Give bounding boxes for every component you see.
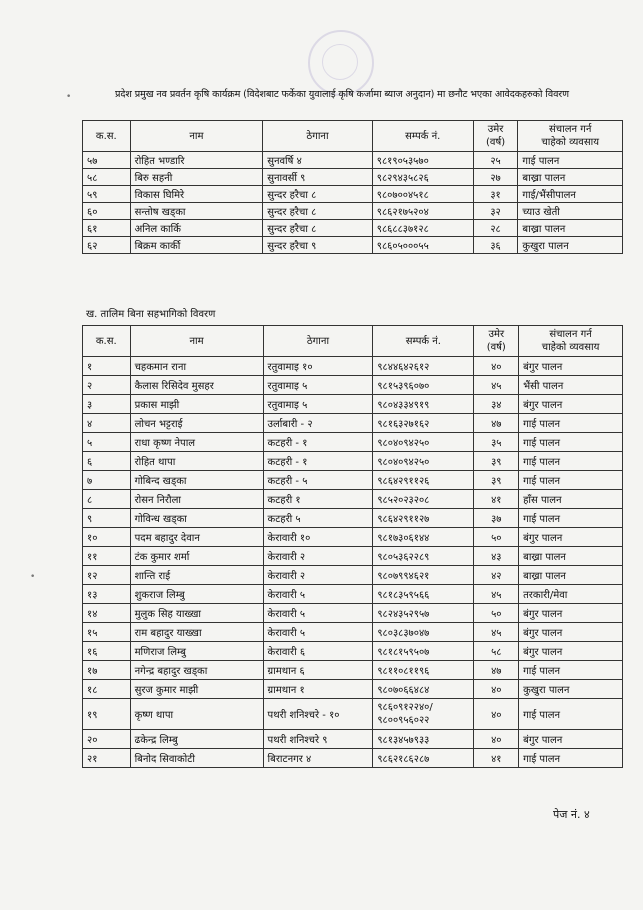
cell-address: सुन्दर हरैचा ८ <box>263 220 373 237</box>
cell-phone: ९८११०८११९६ <box>373 661 474 680</box>
cell-age: ३७ <box>474 509 519 528</box>
cell-age: ४० <box>474 680 519 699</box>
cell-business: गाई पालन <box>519 509 623 528</box>
cell-business: गाई पालन <box>519 661 623 680</box>
cell-sn: २० <box>83 730 131 749</box>
col-address: ठेगाना <box>263 121 373 152</box>
table-row <box>83 680 623 699</box>
cell-sn: १ <box>83 357 131 376</box>
col-business: संचालन गर्न चाहेको व्यवसाय <box>518 121 623 152</box>
cell-business: गाई पालन <box>519 749 623 768</box>
cell-business: हाँस पालन <box>519 490 623 509</box>
cell-phone: ९८१८१५९५०७ <box>373 642 474 661</box>
cell-address: कटहरी १ <box>263 490 373 509</box>
cell-name: बिक्रम कार्की <box>130 237 263 254</box>
cell-phone: ९८१९०५३५७० <box>372 152 473 169</box>
table-row <box>83 169 623 186</box>
cell-age: ४५ <box>474 585 519 604</box>
cell-phone: ९८०७००४५१८ <box>372 186 473 203</box>
section-b-title: ख. तालिम बिना सहभागिको विवरण <box>86 309 216 320</box>
cell-age: ४१ <box>474 749 519 768</box>
cell-business: गाई पालन <box>519 471 623 490</box>
cell-name: चहकमान राना <box>130 357 263 376</box>
col-name: नाम <box>130 326 263 357</box>
cell-address: कटहरी ५ <box>263 509 373 528</box>
cell-phone: ९८६०५०००५५ <box>372 237 473 254</box>
cell-address: सुन्दर हरैचा ८ <box>263 203 373 220</box>
margin-dot: • <box>66 92 72 102</box>
cell-address: पथरी शनिश्चरे ९ <box>263 730 373 749</box>
cell-business: गाई पालन <box>519 699 623 730</box>
cell-name: राम बहादुर याख्खा <box>130 623 263 642</box>
table-row <box>83 749 623 768</box>
col-age: उमेर (वर्ष) <box>474 326 519 357</box>
cell-sn: १९ <box>83 699 131 730</box>
table-row <box>83 186 623 203</box>
cell-business: भैंसी पालन <box>519 376 623 395</box>
cell-phone: ९८०३८३७०४७ <box>373 623 474 642</box>
cell-phone: ९८१५३९६०७० <box>373 376 474 395</box>
cell-business: बंगुर पालन <box>519 357 623 376</box>
cell-age: २८ <box>473 220 518 237</box>
cell-phone: ९८१६३२७१६२ <box>373 414 474 433</box>
cell-phone: ९८२९४३५८२६ <box>372 169 473 186</box>
cell-address: केरावारी ६ <box>263 642 373 661</box>
cell-name: रोहित थापा <box>130 452 263 471</box>
table-row <box>83 661 623 680</box>
cell-address: ग्रामथान ६ <box>263 661 373 680</box>
table-row <box>83 433 623 452</box>
cell-sn: १५ <box>83 623 131 642</box>
cell-phone: ९८०७९९४६२१ <box>373 566 474 585</box>
table-row <box>83 471 623 490</box>
cell-phone: ९८५२०२३२०८ <box>373 490 474 509</box>
cell-name: शान्ति राई <box>130 566 263 585</box>
cell-age: ३९ <box>474 452 519 471</box>
cell-sn: ६१ <box>83 220 131 237</box>
cell-business: गाई पालन <box>519 414 623 433</box>
cell-sn: ५ <box>83 433 131 452</box>
table-row <box>83 357 623 376</box>
cell-sn: १८ <box>83 680 131 699</box>
cell-name: रोहित भण्डारि <box>130 152 263 169</box>
cell-address: सुन्दर हरैचा ८ <box>263 186 373 203</box>
col-address: ठेगाना <box>263 326 373 357</box>
cell-name: सुरज कुमार माझी <box>130 680 263 699</box>
cell-business: बंगुर पालन <box>519 623 623 642</box>
cell-sn: १३ <box>83 585 131 604</box>
cell-name: पदम बहादुर देवान <box>130 528 263 547</box>
cell-sn: ६ <box>83 452 131 471</box>
col-business: संचालन गर्न चाहेको व्यवसाय <box>519 326 623 357</box>
cell-address: बिराटनगर ४ <box>263 749 373 768</box>
cell-sn: २१ <box>83 749 131 768</box>
cell-business: गाई पालन <box>519 433 623 452</box>
document-heading: प्रदेश प्रमुख नव प्रवर्तन कृषि कार्यक्रम (विदेशबाट फर्केका युवालाई कृषि कर्जामा ब्याज अनुदान) मा छनौट भएका आवेदकहरुको विवरण <box>115 89 569 100</box>
col-phone: सम्पर्क नं. <box>372 121 473 152</box>
table-row <box>83 452 623 471</box>
table-row <box>83 547 623 566</box>
cell-age: ४२ <box>474 566 519 585</box>
table-row <box>83 585 623 604</box>
cell-address: उर्लाबारी - २ <box>263 414 373 433</box>
untrained-participants-table <box>82 325 623 768</box>
cell-name: रोसन निरौला <box>130 490 263 509</box>
col-age: उमेर (वर्ष) <box>473 121 518 152</box>
cell-phone: ९८४४६४२६१२ <box>373 357 474 376</box>
cell-phone: ९८६४२९११२६ <box>373 471 474 490</box>
cell-sn: ८ <box>83 490 131 509</box>
cell-sn: ५९ <box>83 186 131 203</box>
cell-name: गोविन्ध खड्का <box>130 509 263 528</box>
cell-address: केरावारी ५ <box>263 604 373 623</box>
cell-age: ४० <box>474 730 519 749</box>
cell-business: बंगुर पालन <box>519 528 623 547</box>
cell-phone: ९८६२१७५२०४ <box>372 203 473 220</box>
cell-age: ३१ <box>473 186 518 203</box>
cell-business: बाख्रा पालन <box>519 566 623 585</box>
cell-sn: ५७ <box>83 152 131 169</box>
cell-name: सन्तोष खड्का <box>130 203 263 220</box>
cell-age: ४३ <box>474 547 519 566</box>
cell-age: ५८ <box>474 642 519 661</box>
cell-age: ३२ <box>473 203 518 220</box>
cell-sn: १६ <box>83 642 131 661</box>
cell-sn: ६० <box>83 203 131 220</box>
cell-phone: ९८६२१८६२८७ <box>373 749 474 768</box>
table-row <box>83 699 623 730</box>
cell-business: कुखुरा पालन <box>518 237 623 254</box>
cell-business: बंगुर पालन <box>519 604 623 623</box>
cell-address: कटहरी - १ <box>263 433 373 452</box>
cell-name: बिनोद सिवाकोटी <box>130 749 263 768</box>
table-row <box>83 395 623 414</box>
cell-name: अनिल कार्कि <box>130 220 263 237</box>
table-row <box>83 566 623 585</box>
margin-dot: • <box>30 572 36 582</box>
cell-address: कटहरी - १ <box>263 452 373 471</box>
cell-address: पथरी शनिश्चरे - १० <box>263 699 373 730</box>
cell-age: ४५ <box>474 376 519 395</box>
cell-business: बाख्रा पालन <box>518 169 623 186</box>
cell-phone: ९८६४२९११२७ <box>373 509 474 528</box>
cell-address: सुन्दर हरैचा ९ <box>263 237 373 254</box>
cell-name: टंक कुमार शर्मा <box>130 547 263 566</box>
table-row <box>83 152 623 169</box>
table-header-row <box>83 326 623 357</box>
cell-name: मुलुक सिह याख्खा <box>130 604 263 623</box>
cell-age: ३६ <box>473 237 518 254</box>
cell-address: कटहरी - ५ <box>263 471 373 490</box>
cell-age: ४० <box>474 699 519 730</box>
table-row <box>83 237 623 254</box>
cell-address: रतुवामाइ ५ <box>263 376 373 395</box>
table-row <box>83 509 623 528</box>
cell-address: केरावारी ५ <box>263 585 373 604</box>
cell-name: ढकेन्द्र लिम्बु <box>130 730 263 749</box>
col-sn: क.स. <box>83 326 131 357</box>
cell-name: लोचन भट्टराई <box>130 414 263 433</box>
cell-name: मणिराज लिम्बु <box>130 642 263 661</box>
table-row <box>83 642 623 661</box>
cell-phone: ९८१७३०६१४४ <box>373 528 474 547</box>
cell-phone: ९८०४३३४९१९ <box>373 395 474 414</box>
cell-business: बंगुर पालन <box>519 642 623 661</box>
cell-address: रतुवामाइ ५ <box>263 395 373 414</box>
cell-business: च्याउ खेती <box>518 203 623 220</box>
table-header-row <box>83 121 623 152</box>
cell-business: गाई पालन <box>518 152 623 169</box>
cell-name: बिरु सहनी <box>130 169 263 186</box>
cell-business: गाई पालन <box>519 452 623 471</box>
cell-sn: १७ <box>83 661 131 680</box>
cell-age: ४५ <box>474 623 519 642</box>
cell-address: केरावारी १० <box>263 528 373 547</box>
table-row <box>83 730 623 749</box>
cell-name: नगेन्द्र बहादुर खड्का <box>130 661 263 680</box>
cell-name: गोबिन्द खड्का <box>130 471 263 490</box>
cell-age: ४१ <box>474 490 519 509</box>
cell-address: रतुवामाइ १० <box>263 357 373 376</box>
cell-sn: ३ <box>83 395 131 414</box>
cell-business: बंगुर पालन <box>519 730 623 749</box>
table-row <box>83 203 623 220</box>
cell-name: कैलास रिसिदेव मुसहर <box>130 376 263 395</box>
cell-phone: ९८१८३५९५६६ <box>373 585 474 604</box>
cell-address: केरावारी ५ <box>263 623 373 642</box>
cell-name: कृष्ण थापा <box>130 699 263 730</box>
cell-sn: ६२ <box>83 237 131 254</box>
cell-business: कुखुरा पालन <box>519 680 623 699</box>
col-name: नाम <box>130 121 263 152</box>
table-row <box>83 490 623 509</box>
cell-age: ४७ <box>474 661 519 680</box>
cell-sn: ७ <box>83 471 131 490</box>
cell-phone: ९८०४०९४२५० <box>373 452 474 471</box>
cell-sn: १४ <box>83 604 131 623</box>
cell-phone: ९८०७०६६४८४ <box>373 680 474 699</box>
cell-phone: ९८६८८३७१२८ <box>372 220 473 237</box>
page-number: पेज नं. ४ <box>553 808 590 821</box>
cell-address: केरावारी २ <box>263 547 373 566</box>
cell-phone: ९८२४३५२९५७ <box>373 604 474 623</box>
table-row <box>83 414 623 433</box>
cell-business: बंगुर पालन <box>519 395 623 414</box>
cell-address: सुनवर्षि ४ <box>263 152 373 169</box>
cell-age: ४७ <box>474 414 519 433</box>
cell-sn: १० <box>83 528 131 547</box>
cell-age: २५ <box>473 152 518 169</box>
cell-age: ५० <box>474 528 519 547</box>
cell-address: सुनावर्सी ९ <box>263 169 373 186</box>
cell-age: ३५ <box>474 433 519 452</box>
cell-sn: १२ <box>83 566 131 585</box>
cell-age: ३४ <box>474 395 519 414</box>
cell-sn: ५८ <box>83 169 131 186</box>
cell-phone: ९८०५३६२२८९ <box>373 547 474 566</box>
cell-business: गाई/भैंसीपालन <box>518 186 623 203</box>
selected-applicants-table <box>82 120 623 254</box>
cell-sn: ११ <box>83 547 131 566</box>
col-sn: क.स. <box>83 121 131 152</box>
table-row <box>83 220 623 237</box>
cell-business: बाख्रा पालन <box>518 220 623 237</box>
cell-name: राधा कृष्ण नेपाल <box>130 433 263 452</box>
cell-address: ग्रामथान १ <box>263 680 373 699</box>
cell-business: बाख्रा पालन <box>519 547 623 566</box>
cell-phone: ९८०४०९४२५० <box>373 433 474 452</box>
cell-age: ५० <box>474 604 519 623</box>
cell-name: प्रकास माझी <box>130 395 263 414</box>
cell-sn: ९ <box>83 509 131 528</box>
table-row <box>83 528 623 547</box>
table-row <box>83 604 623 623</box>
col-phone: सम्पर्क नं. <box>373 326 474 357</box>
cell-phone: ९८६०९१२२४०/ ९८००९५६०२२ <box>373 699 474 730</box>
cell-name: विकास घिमिरे <box>130 186 263 203</box>
cell-sn: ४ <box>83 414 131 433</box>
cell-age: २७ <box>473 169 518 186</box>
table-row <box>83 623 623 642</box>
cell-business: तरकारी/मेवा <box>519 585 623 604</box>
cell-age: ४० <box>474 357 519 376</box>
table-row <box>83 376 623 395</box>
cell-sn: २ <box>83 376 131 395</box>
cell-phone: ९८१३४५७९३३ <box>373 730 474 749</box>
cell-address: केरावारी २ <box>263 566 373 585</box>
cell-age: ३९ <box>474 471 519 490</box>
cell-name: शुकराज लिम्बु <box>130 585 263 604</box>
